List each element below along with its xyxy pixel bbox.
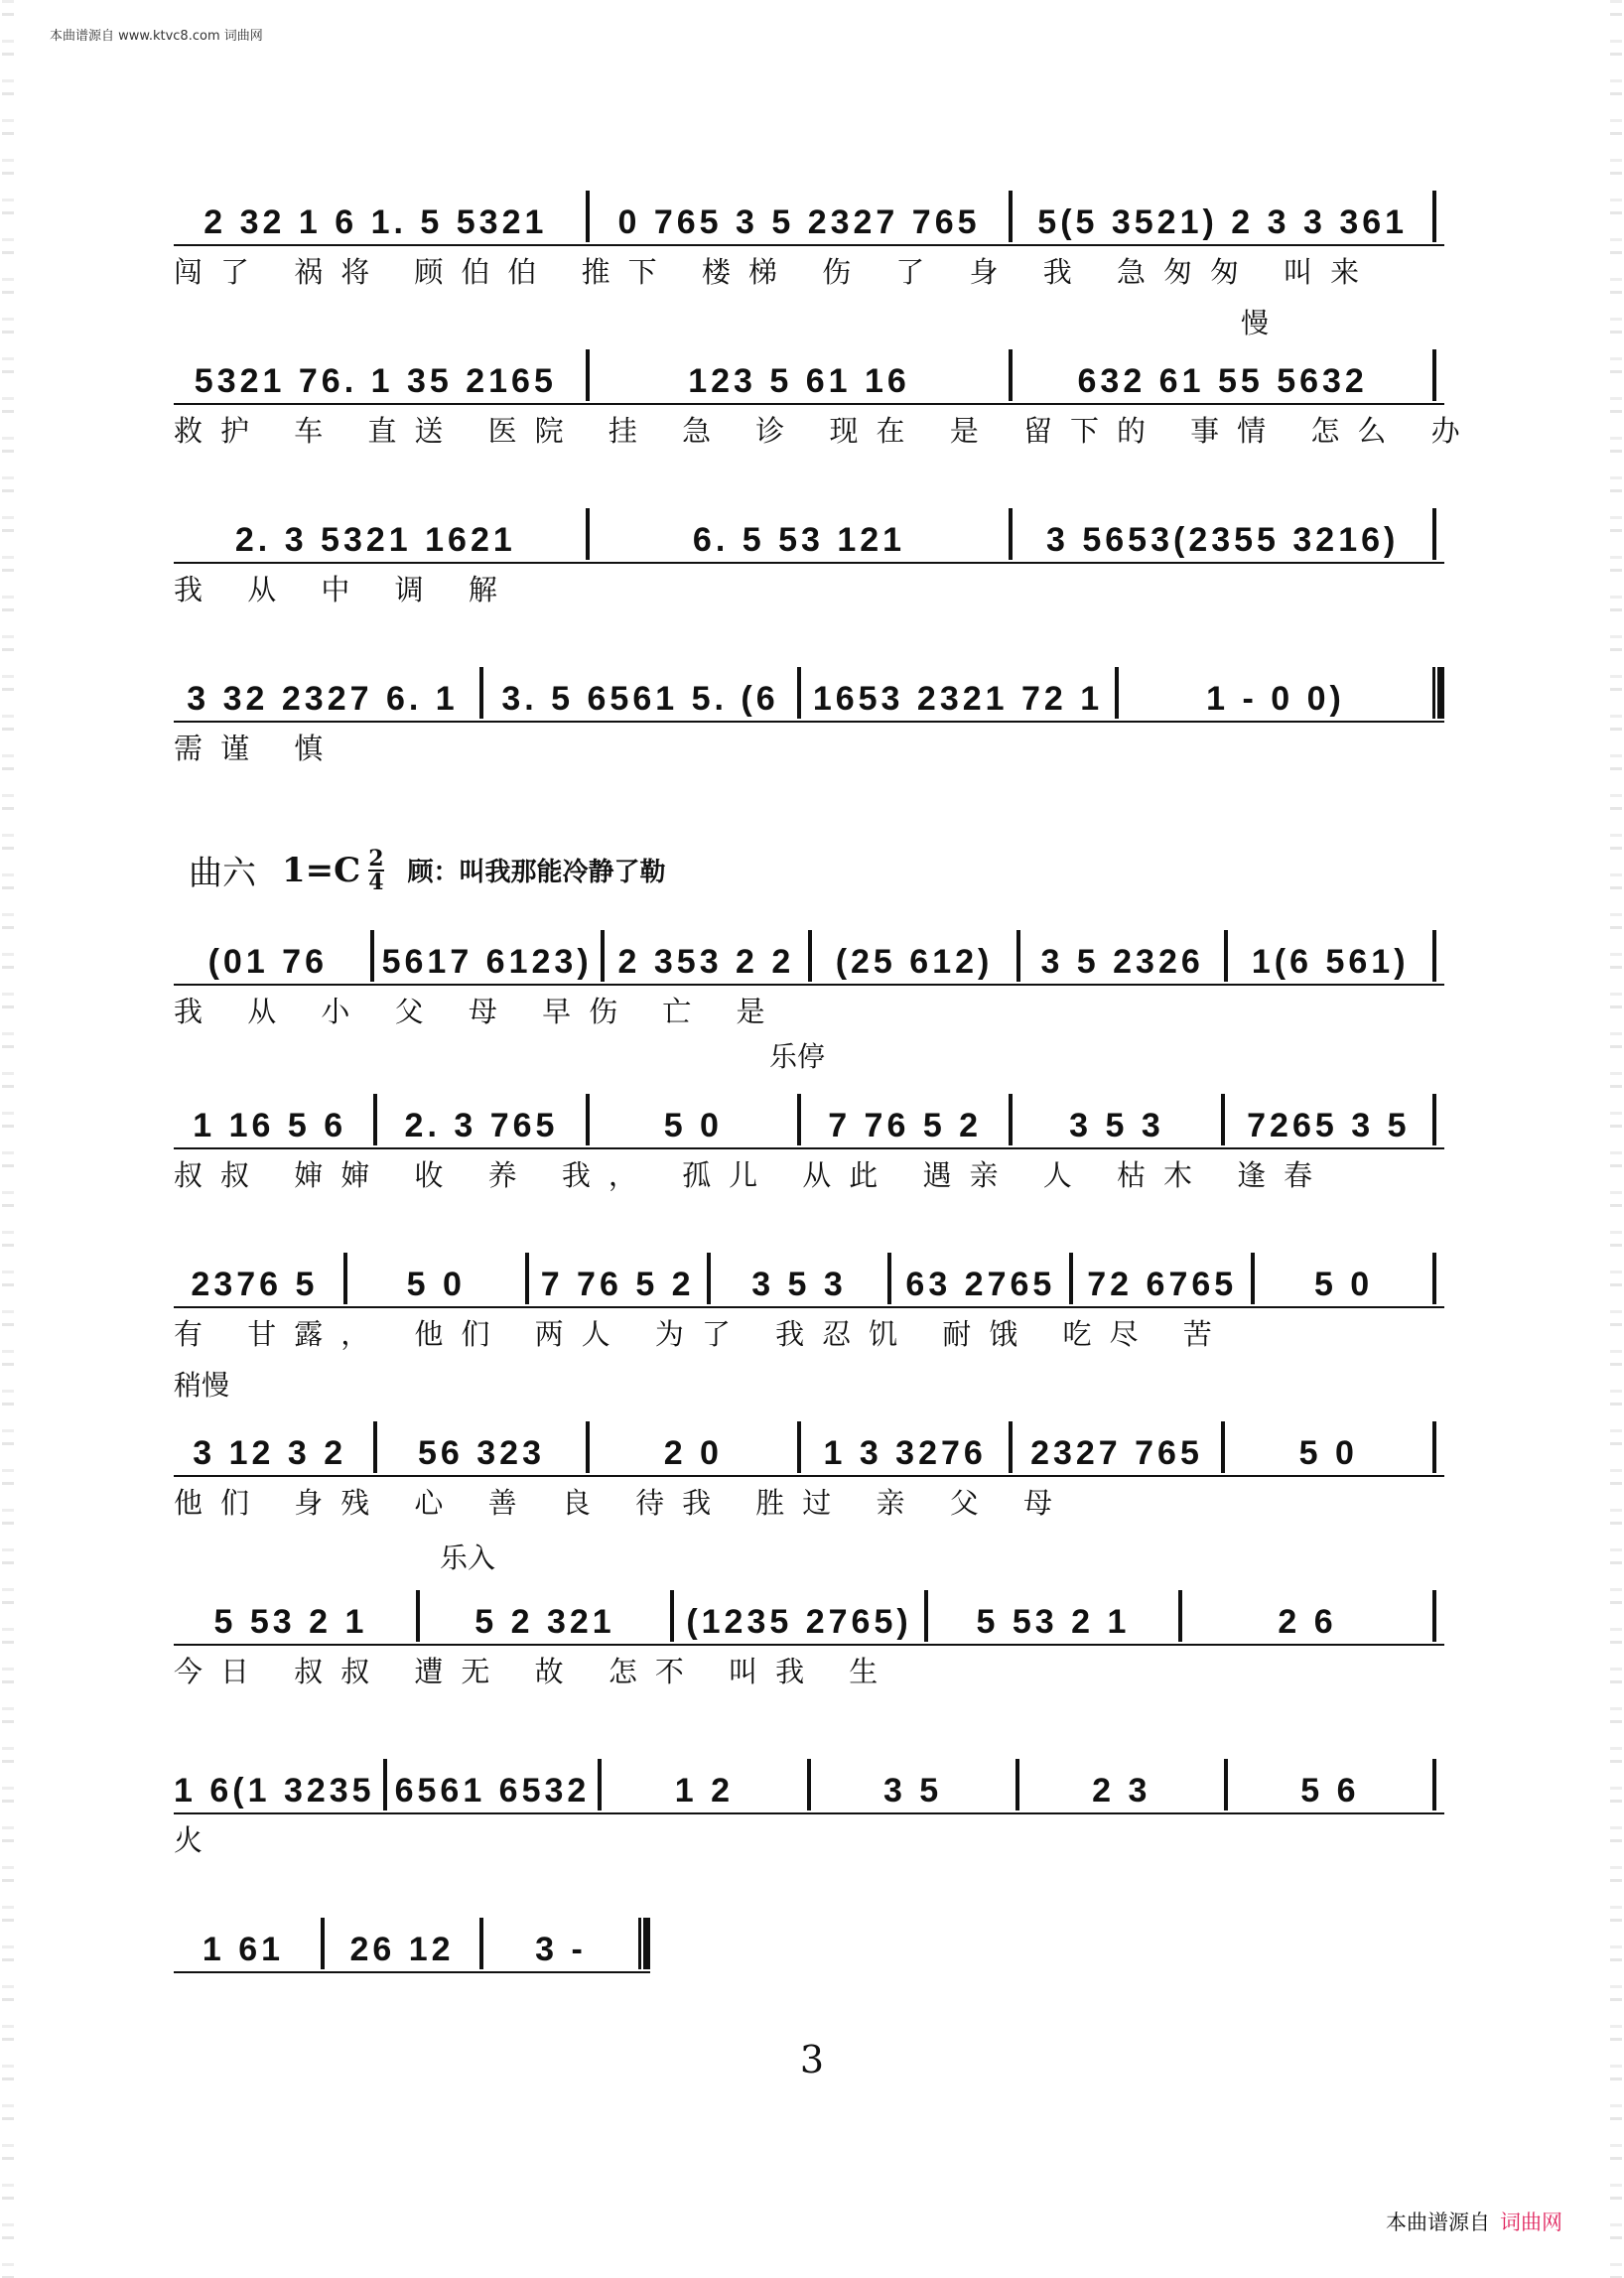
barline	[525, 1253, 529, 1304]
barline	[370, 930, 374, 982]
barline	[1009, 1421, 1013, 1473]
barline	[1221, 1421, 1225, 1473]
barline	[598, 1759, 602, 1810]
barline	[1432, 349, 1436, 401]
performance-mark: 乐停	[769, 1040, 826, 1073]
measure: 5 0	[1298, 1434, 1358, 1472]
measure: 6. 5 53 121	[692, 521, 906, 559]
notation-row	[174, 1906, 650, 1969]
key-signature: 1=C	[282, 850, 361, 890]
final-barline	[1432, 667, 1444, 719]
measure: 7 76 5 2	[828, 1107, 983, 1144]
notation-row	[174, 179, 1444, 242]
barline	[707, 1253, 711, 1304]
lyrics-row: 火	[174, 1823, 221, 1857]
lyrics-row: 我 从 小 父 母 早伤 亡 是	[174, 995, 783, 1028]
section-heading	[189, 846, 666, 894]
duration-underline	[174, 1147, 1444, 1149]
measure: 2. 3 765	[404, 1107, 559, 1144]
barline	[1224, 930, 1228, 982]
measure: 1 16 5 6	[193, 1107, 347, 1144]
lyrics-row: 救护 车 直送 医院 挂 急 诊 现在 是 留下的 事情 怎么 办	[174, 414, 1478, 448]
measure: 5321 76. 1 35 2165	[194, 362, 557, 400]
measure: 0 765 3 5 2327 765	[617, 203, 981, 241]
barline	[1221, 1094, 1225, 1145]
barline	[1432, 191, 1436, 242]
left-watermark-strip	[2, 0, 14, 2278]
score-line-p1-3	[174, 496, 1444, 607]
measure: 3 5 3	[751, 1266, 847, 1303]
measure: 5 0	[1313, 1266, 1374, 1303]
score-line-p1-2	[174, 307, 1478, 449]
lyrics-row: 叔叔 婶婶 收 养 我， 孤儿 从此 遇亲 人 枯木 逢春	[174, 1158, 1331, 1192]
lyrics-row: 有 甘露， 他们 两人 为了 我忍饥 耐饿 吃尽 苦	[174, 1317, 1230, 1351]
measure: 1 6(1 3235	[174, 1772, 375, 1809]
barline	[1251, 1253, 1255, 1304]
barline	[1115, 667, 1119, 719]
barline	[1009, 191, 1013, 242]
duration-underline	[174, 403, 1444, 405]
barline	[321, 1918, 325, 1969]
measure: 3 12 3 2	[193, 1434, 347, 1472]
barline	[416, 1590, 420, 1642]
duration-underline	[174, 1306, 1444, 1308]
duration-underline	[174, 244, 1444, 246]
measure: 3. 5 6561 5. (6	[501, 680, 779, 718]
barline	[601, 930, 605, 982]
page-number: 3	[799, 2038, 825, 2081]
measure: 26 12	[349, 1931, 455, 1968]
measure: 2 353 2 2	[617, 943, 795, 981]
notation-row	[174, 655, 1444, 719]
notation-row	[174, 496, 1444, 560]
measure: 2 6	[1278, 1603, 1337, 1641]
barline	[670, 1590, 674, 1642]
time-signature-bottom: 4	[368, 869, 384, 895]
barline	[479, 667, 483, 719]
barline	[1432, 930, 1436, 982]
duration-underline	[174, 1812, 1444, 1814]
barline	[808, 930, 812, 982]
score-line-p1-4	[174, 655, 1444, 766]
score-line-p2-3	[174, 1241, 1444, 1402]
barline	[373, 1421, 377, 1473]
measure: 7265 3 5	[1247, 1107, 1411, 1144]
right-watermark-strip	[1610, 0, 1622, 2278]
barline	[586, 349, 590, 401]
barline	[887, 1253, 891, 1304]
role-line: 顾：叫我那能冷静了勒	[407, 858, 666, 887]
duration-underline	[174, 721, 1444, 723]
source-header: 本曲谱源自 www.ktvc8.com 词曲网	[50, 29, 263, 44]
barline	[1009, 508, 1013, 560]
notation-row	[174, 918, 1444, 982]
barline	[586, 508, 590, 560]
notation-row	[174, 1747, 1444, 1810]
measure: 5 2 321	[474, 1603, 615, 1641]
barline	[1432, 1421, 1436, 1473]
barline	[1432, 1253, 1436, 1304]
barline	[807, 1759, 811, 1810]
performance-mark: 乐入	[440, 1541, 496, 1574]
measure: 3 32 2327 6. 1	[187, 680, 459, 718]
score-line-p2-4	[174, 1409, 1444, 1574]
barline	[924, 1590, 928, 1642]
measure: 5 6	[1300, 1772, 1360, 1809]
barline	[1432, 1094, 1436, 1145]
barline	[586, 191, 590, 242]
score-line-p2-2	[174, 1082, 1444, 1193]
barline	[797, 1094, 801, 1145]
lyrics-row: 需谨 慎	[174, 732, 341, 765]
measure: 5 53 2 1	[213, 1603, 368, 1641]
duration-underline	[174, 984, 1444, 986]
barline	[1432, 1590, 1436, 1642]
barline	[383, 1759, 387, 1810]
barline	[1016, 930, 1020, 982]
measure: 5 0	[663, 1107, 723, 1144]
measure: 63 2765	[905, 1266, 1056, 1303]
lyrics-row: 今日 叔叔 遭无 故 怎不 叫我 生	[174, 1655, 896, 1688]
measure: 2327 765	[1030, 1434, 1203, 1472]
score-line-p2-5	[174, 1578, 1444, 1689]
measure: 72 6765	[1087, 1266, 1238, 1303]
measure: 632 61 55 5632	[1077, 362, 1368, 400]
measure: 2. 3 5321 1621	[234, 521, 516, 559]
measure: 123 5 61 16	[688, 362, 910, 400]
notation-row	[174, 1241, 1444, 1304]
measure: 6561 6532	[394, 1772, 591, 1809]
barline	[1432, 1759, 1436, 1810]
barline	[1178, 1590, 1182, 1642]
measure: 1(6 561)	[1251, 943, 1410, 981]
lyrics-row: 闯了 祸将 顾伯伯 推下 楼梯 伤 了 身 我 急匆匆 叫来	[174, 255, 1378, 289]
measure: 3 5653(2355 3216)	[1046, 521, 1400, 559]
measure: 1 2	[674, 1772, 735, 1809]
barline	[343, 1253, 347, 1304]
final-barline	[638, 1918, 650, 1969]
barline	[1015, 1759, 1019, 1810]
time-signature	[368, 845, 384, 895]
measure: 5 53 2 1	[976, 1603, 1131, 1641]
footer-site-link[interactable]: 词曲网	[1500, 2211, 1562, 2234]
measure: 7 76 5 2	[540, 1266, 695, 1303]
measure: 1 - 0 0)	[1206, 680, 1345, 718]
duration-underline	[174, 1644, 1444, 1646]
duration-underline	[174, 1475, 1444, 1477]
lyrics-row: 他们 身残 心 善 良 待我 胜过 亲 父 母	[174, 1486, 1070, 1520]
measure: 1653 2321 72 1	[812, 680, 1104, 718]
notation-row	[174, 1082, 1444, 1145]
tempo-mark: 稍慢	[174, 1369, 230, 1402]
duration-underline	[174, 1971, 650, 1973]
measure: 3 5 2326	[1040, 943, 1204, 981]
measure: 2 0	[663, 1434, 723, 1472]
measure: 2 32 1 6 1. 5 5321	[203, 203, 548, 241]
footer-credit	[1386, 2207, 1562, 2236]
tempo-mark: 慢	[1241, 307, 1270, 339]
barline	[479, 1918, 483, 1969]
barline	[797, 1421, 801, 1473]
score-line-p2-1	[174, 918, 1444, 1073]
measure: 3 -	[535, 1931, 587, 1968]
measure: 5617 6123)	[381, 943, 593, 981]
lyrics-row: 我 从 中 调 解	[174, 573, 515, 606]
section-label: 曲六	[189, 854, 256, 893]
measure: 1 61	[202, 1931, 285, 1968]
score-line-p1-1	[174, 179, 1444, 290]
barline	[797, 667, 801, 719]
score-line-p2-6	[174, 1747, 1444, 1858]
measure: 2 3	[1092, 1772, 1151, 1809]
score-line-p2-7	[174, 1906, 650, 1969]
duration-underline	[174, 562, 1444, 564]
barline	[1069, 1253, 1073, 1304]
measure: (25 612)	[835, 943, 994, 981]
notation-row	[174, 337, 1444, 401]
measure: 1 3 3276	[823, 1434, 987, 1472]
measure: 3 5 3	[1069, 1107, 1164, 1144]
measure: 2376 5	[191, 1266, 319, 1303]
time-signature-top: 2	[368, 845, 384, 871]
measure: 5(5 3521) 2 3 3 361	[1037, 203, 1409, 241]
measure: 3 5	[882, 1772, 943, 1809]
barline	[586, 1094, 590, 1145]
footer-source: 本曲谱源自	[1386, 2211, 1490, 2234]
notation-row	[174, 1409, 1444, 1473]
barline	[373, 1094, 377, 1145]
measure: (1235 2765)	[686, 1603, 912, 1641]
barline	[1009, 1094, 1013, 1145]
barline	[1009, 349, 1013, 401]
measure: 5 0	[406, 1266, 466, 1303]
barline	[586, 1421, 590, 1473]
measure: 56 323	[417, 1434, 545, 1472]
notation-row	[174, 1578, 1444, 1642]
barline	[1224, 1759, 1228, 1810]
barline	[1432, 508, 1436, 560]
measure: (01 76	[207, 943, 328, 981]
